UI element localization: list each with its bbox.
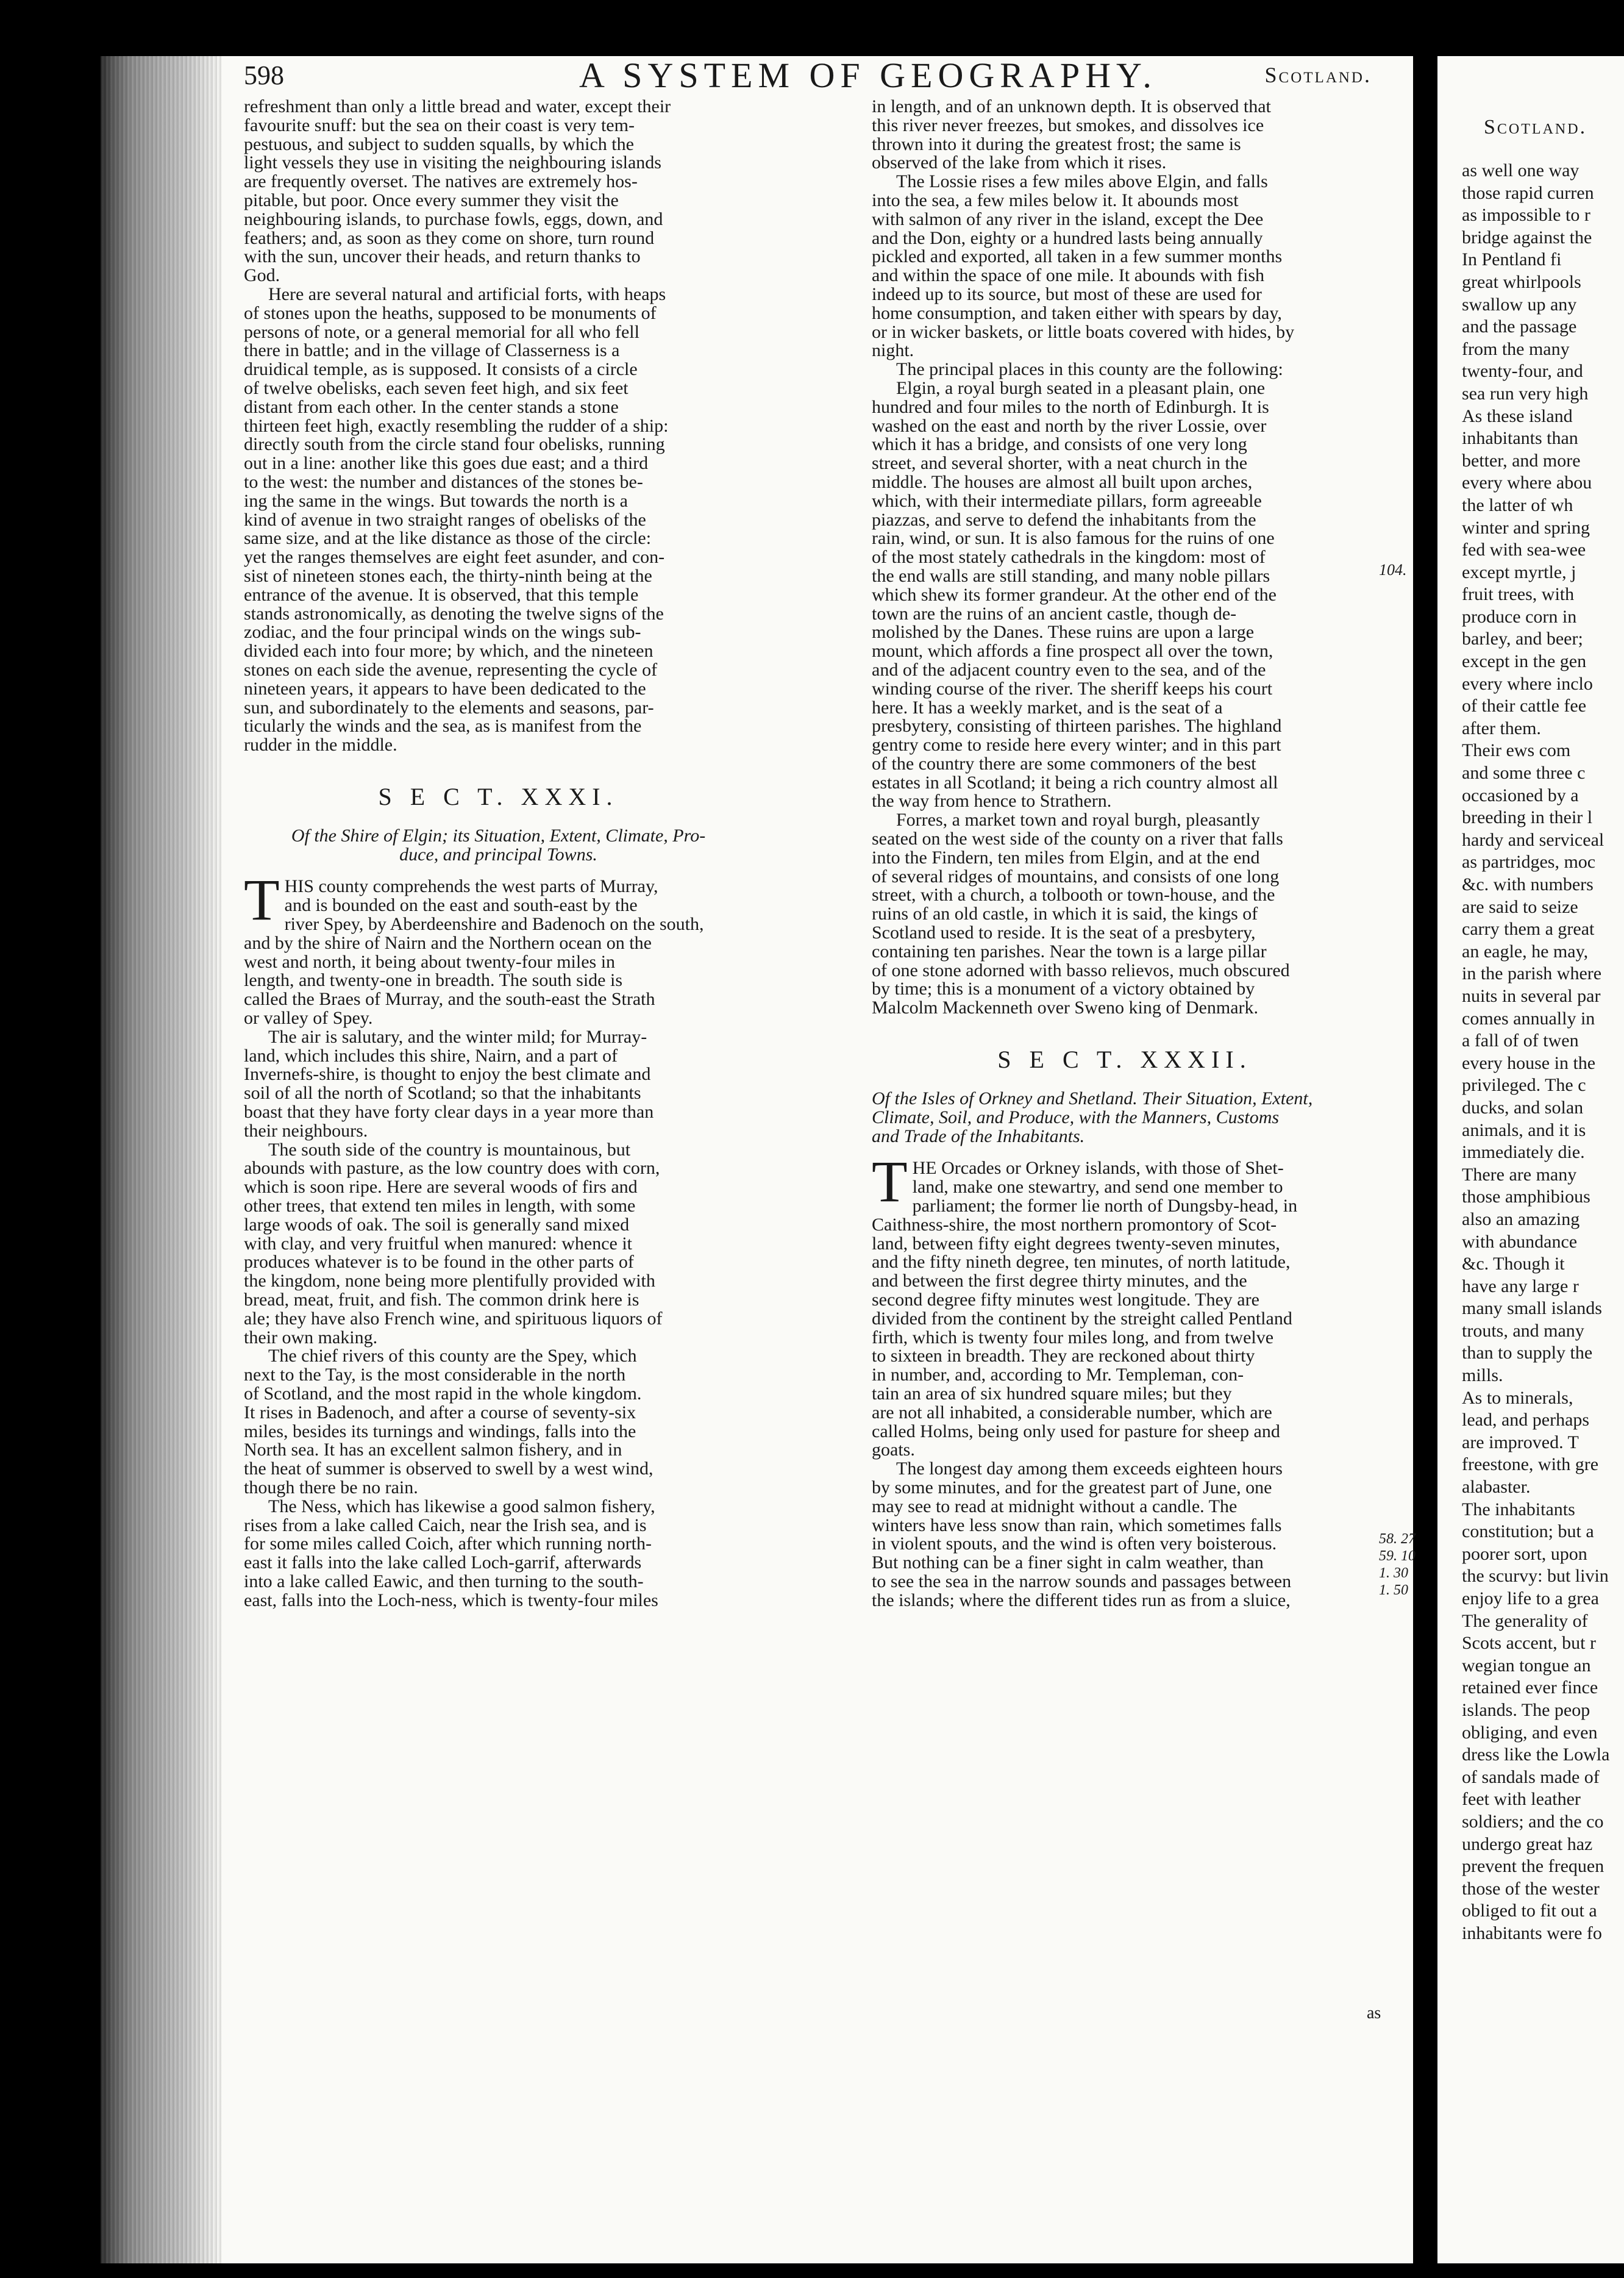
text-line: may see to read at midnight without a candle. The [872, 1496, 1238, 1516]
facing-text-line: every house in the [1462, 1052, 1596, 1073]
facing-text-line: except in the gen [1462, 651, 1587, 672]
facing-text-line: &c. Though it [1462, 1254, 1565, 1274]
facing-text-line: those amphibious [1462, 1187, 1590, 1207]
text-line: the kingdom, none being more plentifully provided with [244, 1271, 655, 1291]
facing-text-line: as well one way [1462, 160, 1579, 180]
facing-text-line: carry them a great [1462, 919, 1595, 940]
facing-text-line: breeding in their l [1462, 807, 1593, 828]
facing-text-line: of sandals made of [1462, 1766, 1600, 1787]
text-line: indeed up to its source, but most of these are used for [872, 284, 1262, 304]
facing-text-line: occasioned by a [1462, 785, 1579, 805]
margin-coordinate: 58. 27 [1379, 1531, 1416, 1547]
facing-text-line: great whirlpools [1462, 271, 1581, 292]
facing-text-line: As to minerals, [1462, 1387, 1573, 1408]
text-line: yet the ranges themselves are eight feet asunder, and con- [244, 547, 665, 568]
facing-text-line: fruit trees, with [1462, 584, 1575, 605]
text-line: and is bounded on the east and south-east by the [284, 895, 638, 916]
text-line: out in a line: another like this goes due east; and a third [244, 453, 649, 474]
text-line: which it has a bridge, and consists of one very long [872, 434, 1247, 455]
facing-text-line: undergo great haz [1462, 1833, 1593, 1854]
text-line: molished by the Danes. These ruins are upon a large [872, 622, 1255, 643]
facing-text-line: dress like the Lowla [1462, 1744, 1610, 1765]
text-line: bread, meat, fruit, and fish. The common drink here is [244, 1290, 639, 1310]
text-line: in number, and, according to Mr. Templeman, con- [872, 1365, 1244, 1385]
facing-text-line: obliged to fit out a [1462, 1901, 1597, 1921]
text-line: divided each into four more; by which, and the nineteen [244, 641, 654, 662]
text-line: with clay, and very fruitful when manured: whence it [244, 1233, 633, 1254]
text-line: of stones upon the heaths, supposed to be monuments of [244, 302, 657, 323]
left-paragraphs-b [244, 867, 753, 1610]
subtitle-line: duce, and principal Towns. [399, 844, 597, 865]
facing-text-line: alabaster. [1462, 1477, 1531, 1498]
text-line: next to the Tay, is the most considerable in the north [244, 1365, 626, 1385]
text-line: estates in all Scotland; it being a rich country almost all [872, 772, 1278, 793]
text-line: The Lossie rises a few miles above Elgin, and falls [896, 171, 1268, 192]
text-line: west and north, it being about twenty-four miles in [244, 951, 616, 972]
text-line: and by the shire of Nairn and the Northern ocean on the [244, 932, 652, 953]
text-line: into a lake called Eawic, and then turning to the south- [244, 1571, 644, 1591]
facing-text-line: and the passage [1462, 316, 1577, 337]
text-line: here. It has a weekly market, and is the seat of a [872, 697, 1223, 718]
text-line: and within the space of one mile. It abounds with fish [872, 265, 1265, 286]
facing-text-line: winter and spring [1462, 517, 1590, 538]
text-line: called Holms, being only used for pasture for sheep and [872, 1421, 1280, 1441]
text-line: produces whatever is to be found in the other parts of [244, 1252, 634, 1273]
text-line: the end walls are still standing, and many noble pillars [872, 565, 1270, 586]
facing-text-line: mills. [1462, 1365, 1503, 1386]
text-line: pickled and exported, all taken in a few summer months [872, 246, 1283, 267]
facing-text-line: many small islands [1462, 1298, 1602, 1319]
book-binding [1413, 0, 1437, 2278]
page-gutter-shading [101, 56, 223, 2263]
left-text-column [244, 98, 753, 1610]
text-line: It rises in Badenoch, and after a course of seventy-six [244, 1402, 636, 1423]
facing-text-line: inhabitants were fo [1462, 1923, 1602, 1943]
facing-text-line: with abundance [1462, 1231, 1578, 1252]
text-line: boast that they have forty clear days in a year more than [244, 1102, 654, 1123]
text-line: goats. [872, 1440, 915, 1460]
text-line: ing the same in the wings. But towards the north is a [244, 490, 628, 511]
text-line: there in battle; and in the village of Classerness is a [244, 340, 620, 361]
text-line: which, with their intermediate pillars, form agreeable [872, 490, 1262, 511]
text-line: by some minutes, and for the greatest part of June, one [872, 1477, 1272, 1498]
right-text-column [872, 98, 1378, 1610]
text-line: same size, and at the like distance as those of the circle: [244, 528, 652, 549]
facing-text-line: inhabitants than [1462, 428, 1578, 449]
facing-text-line: every where abou [1462, 473, 1592, 493]
text-line: to the west: the number and distances of the stones be- [244, 471, 643, 492]
text-line: feathers; and, as soon as they come on shore, turn round [244, 227, 655, 248]
text-line: God. [244, 265, 280, 286]
facing-text-line: the latter of wh [1462, 495, 1573, 515]
facing-text-line: every where inclo [1462, 673, 1593, 694]
facing-text-line: lead, and perhaps [1462, 1410, 1590, 1430]
text-line: though there be no rain. [244, 1477, 418, 1498]
facing-text-line: enjoy life to a grea [1462, 1588, 1599, 1609]
margin-note: 104. [1379, 561, 1407, 579]
facing-text-line: comes annually in [1462, 1008, 1595, 1029]
text-line: directly south from the circle stand four obelisks, running [244, 434, 665, 455]
section-title-xxxii: S E C T. XXXII. [997, 1046, 1252, 1074]
facing-text-line: There are many [1462, 1164, 1577, 1185]
text-line: Malcolm Mackenneth over Sweno king of Denmark. [872, 998, 1258, 1018]
text-line: this river never freezes, but smokes, and dissolves ice [872, 115, 1264, 135]
text-line: favourite snuff: but the sea on their coast is very tem- [244, 115, 635, 135]
text-line: into the Findern, ten miles from Elgin, and at the end [872, 847, 1260, 868]
facing-text-line: and some three c [1462, 763, 1586, 784]
facing-text-line: those of the wester [1462, 1878, 1600, 1899]
text-line: divided from the continent by the streight called Pentland [872, 1308, 1292, 1329]
facing-text-line: after them. [1462, 718, 1541, 738]
text-line: mount, which affords a fine prospect all over the town, [872, 641, 1273, 662]
facing-text-line: obliging, and even [1462, 1722, 1598, 1743]
facing-text-line: retained ever fince [1462, 1677, 1598, 1698]
text-line: the way from hence to Strathern. [872, 791, 1112, 812]
text-line: The air is salutary, and the winter mild; for Murray- [268, 1026, 647, 1047]
subtitle-line: and Trade of the Inhabitants. [872, 1126, 1085, 1146]
text-line: the heat of summer is observed to swell by a west wind, [244, 1459, 654, 1479]
text-line: Invernefs-shire, is thought to enjoy the best climate and [244, 1064, 651, 1085]
facing-text-line: bridge against the [1462, 227, 1592, 248]
text-line: land, make one stewartry, and send one member to [912, 1177, 1283, 1198]
right-paragraphs-a [872, 98, 1378, 1018]
text-line: persons of note, or a general memorial for all who fell [244, 321, 639, 342]
text-line: ruins of an old castle, in which it is said, the kings of [872, 904, 1258, 924]
facing-text-line: prevent the frequen [1462, 1856, 1604, 1877]
text-line: rises from a lake called Caich, near the Irish sea, and is [244, 1515, 647, 1535]
text-line: entrance of the avenue. It is observed, that this temple [244, 584, 639, 605]
text-line: to sixteen in breadth. They are reckoned about thirty [872, 1346, 1255, 1366]
text-line: The Ness, which has likewise a good salmon fishery, [268, 1496, 655, 1516]
text-line: large woods of oak. The soil is generally sand mixed [244, 1214, 630, 1235]
text-line: length, and twenty-one in breadth. The south side is [244, 970, 622, 991]
section-title-xxxi: S E C T. XXXI. [378, 782, 619, 810]
text-line: seated on the west side of the county on a river that falls [872, 829, 1283, 849]
facing-text-line: privileged. The c [1462, 1075, 1586, 1096]
facing-text-line: swallow up any [1462, 294, 1577, 315]
text-line: of the country there are some commoners of the best [872, 753, 1256, 774]
section-tag: Scotland. [1264, 63, 1372, 87]
facing-text-line: from the many [1462, 338, 1570, 359]
text-line: Caithness-shire, the most northern promontory of Scot- [872, 1214, 1277, 1235]
text-line: HIS county comprehends the west parts of Murray, [284, 876, 658, 897]
facing-text-line: the scurvy: but livin [1462, 1566, 1609, 1587]
facing-text-line: better, and more [1462, 450, 1581, 471]
text-line: light vessels they use in visiting the neighbouring islands [244, 152, 661, 173]
facing-text-line: are improved. T [1462, 1432, 1579, 1452]
facing-text-line: in the parish where [1462, 963, 1602, 984]
text-line: zodiac, and the four principal winds on the wings sub- [244, 622, 641, 643]
margin-note-coordinates [1379, 1530, 1416, 1599]
facing-text-line: hardy and serviceal [1462, 829, 1604, 850]
text-line: in length, and of an unknown depth. It is observed that [872, 96, 1271, 116]
text-line: The chief rivers of this county are the Spey, which [268, 1346, 637, 1366]
text-line: abounds with pasture, as the low country does with corn, [244, 1158, 660, 1179]
section-subtitle-xxxii [872, 1090, 1378, 1146]
text-line: second degree fifty minutes west longitude. They are [872, 1290, 1259, 1310]
text-line: stones on each side the avenue, representing the cycle of [244, 659, 658, 680]
text-line: tain an area of six hundred square miles; but they [872, 1384, 1232, 1404]
text-line: of Scotland, and the most rapid in the whole kingdom. [244, 1384, 642, 1404]
facing-text-line: of their cattle fee [1462, 696, 1587, 716]
subtitle-line: Of the Isles of Orkney and Shetland. Their Situation, Extent, [872, 1088, 1313, 1109]
text-line: ale; they have also French wine, and spirituous liquors of [244, 1308, 663, 1329]
text-line: But nothing can be a finer sight in calm weather, than [872, 1552, 1264, 1573]
page-number: 598 [244, 60, 284, 90]
facing-text-line: immediately die. [1462, 1142, 1585, 1163]
text-line: parliament; the former lie north of Dungsby-head, in [912, 1196, 1298, 1216]
text-line: observed of the lake from which it rises. [872, 152, 1167, 173]
text-line: of the most stately cathedrals in the kingdom: most of [872, 547, 1266, 568]
text-line: called the Braes of Murray, and the south-east the Strath [244, 989, 655, 1010]
text-line: sist of nineteen stones each, the thirty-ninth being at the [244, 565, 652, 586]
text-line: Elgin, a royal burgh seated in a pleasant plain, one [896, 377, 1266, 398]
facing-text-line: Their ews com [1462, 740, 1571, 761]
facing-text-line: Scots accent, but r [1462, 1633, 1596, 1654]
text-line: of several ridges of mountains, and consists of one long [872, 866, 1280, 887]
text-line: middle. The houses are almost all built upon arches, [872, 471, 1253, 492]
text-line: Scotland used to reside. It is the seat of a presbytery, [872, 923, 1256, 943]
text-line: to see the sea in the narrow sounds and passages between [872, 1571, 1292, 1591]
text-line: which shew its former grandeur. At the other end of the [872, 584, 1277, 605]
text-line: street, with a church, a tolbooth or town-house, and the [872, 885, 1275, 905]
facing-text-line: those rapid curren [1462, 182, 1594, 203]
text-line: home consumption, and taken either with spears by day, [872, 302, 1282, 323]
text-line: pitable, but poor. Once every summer they visit the [244, 190, 619, 210]
text-line: HE Orcades or Orkney islands, with those of Shet- [912, 1158, 1284, 1179]
text-line: soil of all the north of Scotland; so that the inhabitants [244, 1083, 641, 1104]
text-line: land, which includes this shire, Nairn, and a part of [244, 1045, 618, 1066]
text-line: and the Don, eighty or a hundred lasts being annually [872, 227, 1263, 248]
facing-text-line: than to supply the [1462, 1343, 1593, 1363]
text-line: distant from each other. In the center stands a stone [244, 396, 619, 417]
text-line: into the sea, a few miles below it. It abounds most [872, 190, 1239, 210]
text-line: for some miles called Coich, after which running north- [244, 1534, 652, 1554]
text-line: of twelve obelisks, each seven feet high, and six feet [244, 377, 629, 398]
text-line: rudder in the middle. [244, 735, 397, 755]
catchword: as [1367, 2004, 1381, 2023]
running-title: A SYSTEM OF GEOGRAPHY. [579, 55, 1157, 95]
facing-text-line: also an amazing [1462, 1209, 1580, 1229]
text-line: presbytery, consisting of thirteen parishes. The highland [872, 716, 1282, 737]
text-line: and the fifty nineth degree, ten minutes, of north latitude, [872, 1252, 1291, 1273]
facing-text-line: &c. with numbers [1462, 874, 1594, 894]
text-line: washed on the east and north by the river Lossie, over [872, 415, 1267, 436]
facing-text-line: an eagle, he may, [1462, 941, 1589, 962]
facing-text-line: soldiers; and the co [1462, 1811, 1604, 1832]
text-line: their neighbours. [244, 1120, 368, 1141]
text-line: kind of avenue in two straight ranges of obelisks of the [244, 509, 646, 530]
margin-coordinate: 1. 30 [1379, 1565, 1408, 1581]
text-line: nineteen years, it appears to have been dedicated to the [244, 678, 646, 699]
text-line: which is soon ripe. Here are several woods of firs and [244, 1177, 638, 1198]
text-line: miles, besides its turnings and windings, falls into the [244, 1421, 636, 1441]
text-line: rain, wind, or sun. It is also famous for the ruins of one [872, 528, 1275, 549]
text-line: neighbouring islands, to purchase fowls, eggs, down, and [244, 209, 663, 229]
subtitle-line: Climate, Soil, and Produce, with the Manners, Customs [872, 1107, 1280, 1127]
facing-text-line: twenty-four, and [1462, 361, 1583, 382]
text-line: winters have less snow than rain, which sometimes falls [872, 1515, 1282, 1535]
subtitle-line: Of the Shire of Elgin; its Situation, Extent, Climate, Pro- [291, 825, 706, 846]
text-line: The principal places in this county are the following: [896, 359, 1283, 380]
dropcap-t: T [244, 867, 280, 933]
text-line: Here are several natural and artificial forts, with heaps [268, 284, 666, 304]
text-line: sun, and subordinately to the elements and seasons, par- [244, 697, 654, 718]
facing-text-line: sea run very high [1462, 383, 1589, 404]
facing-text-line: as partridges, moc [1462, 852, 1596, 873]
text-line: thrown into it during the greatest frost; the same is [872, 134, 1241, 154]
facing-text-line: wegian tongue an [1462, 1655, 1591, 1676]
text-line: stands astronomically, as denoting the twelve signs of the [244, 603, 664, 624]
text-line: thirteen feet high, exactly resembling the rudder of a ship: [244, 415, 669, 436]
text-line: east it falls into the lake called Loch-garrif, afterwards [244, 1552, 642, 1573]
text-line: with the sun, uncover their heads, and return thanks to [244, 246, 641, 267]
facing-text-line: animals, and it is [1462, 1119, 1586, 1140]
text-line: North sea. It has an excellent salmon fishery, and in [244, 1440, 622, 1460]
facing-text-line: as impossible to r [1462, 205, 1590, 226]
page-header [244, 55, 1378, 98]
text-line: their own making. [244, 1327, 378, 1348]
text-line: by time; this is a monument of a victory obtained by [872, 979, 1255, 999]
text-line: winding course of the river. The sheriff keeps his court [872, 678, 1273, 699]
text-line: The longest day among them exceeds eighteen hours [896, 1459, 1283, 1479]
text-line: other trees, that extend ten miles in length, with some [244, 1196, 636, 1216]
text-line: druidical temple, as is supposed. It consists of a circle [244, 359, 638, 380]
facing-text-line: islands. The peop [1462, 1699, 1590, 1720]
facing-text-line: are said to seize [1462, 896, 1578, 917]
text-line: the islands; where the different tides run as from a sluice, [872, 1590, 1291, 1610]
margin-coordinate: 1. 50 [1379, 1582, 1408, 1598]
facing-text-line: nuits in several par [1462, 985, 1601, 1006]
section-subtitle-xxxi [244, 827, 753, 865]
facing-text-line: fed with sea-wee [1462, 540, 1586, 560]
facing-text-line: a fall of of twen [1462, 1030, 1579, 1051]
dropcap-t-2: T [872, 1149, 908, 1215]
text-line: ticularly the winds and the sea, as is manifest from the [244, 716, 642, 737]
text-line: east, falls into the Loch-ness, which is twenty-four miles [244, 1590, 658, 1610]
facing-text-line: The inhabitants [1462, 1499, 1575, 1519]
text-line: with salmon of any river in the island, except the Dee [872, 209, 1264, 229]
text-line: night. [872, 340, 914, 361]
text-line: refreshment than only a little bread and water, except their [244, 96, 671, 116]
text-line: The south side of the country is mountainous, but [268, 1139, 631, 1160]
margin-coordinate: 59. 10 [1379, 1548, 1416, 1564]
facing-text-line: produce corn in [1462, 606, 1577, 627]
text-line: are not all inhabited, a considerable number, which are [872, 1402, 1272, 1423]
text-line: land, between fifty eight degrees twenty-seven minutes, [872, 1233, 1280, 1254]
facing-text-line: As these island [1462, 405, 1573, 426]
text-line: street, and several shorter, with a neat church in the [872, 453, 1248, 474]
text-line: and between the first degree thirty minutes, and the [872, 1271, 1247, 1291]
facing-text-line: The generality of [1462, 1610, 1588, 1631]
right-paragraphs-b [872, 1149, 1378, 1610]
text-line: of one stone adorned with basso relievos, much obscured [872, 960, 1290, 980]
facing-page [1437, 56, 1624, 2263]
text-line: and of the adjacent country even to the sea, and of the [872, 659, 1266, 680]
text-line: hundred and four miles to the north of Edinburgh. It is [872, 396, 1269, 417]
text-line: or valley of Spey. [244, 1008, 373, 1029]
facing-page-text [1462, 160, 1624, 1945]
facing-text-line: have any large r [1462, 1276, 1579, 1296]
facing-text-line: feet with leather [1462, 1789, 1581, 1810]
facing-text-line: poorer sort, upon [1462, 1543, 1587, 1564]
left-paragraphs-a [244, 98, 753, 755]
text-line: gentry come to reside here every winter; and in this part [872, 735, 1281, 755]
text-line: in violent spouts, and the wind is often very boisterous. [872, 1534, 1277, 1554]
text-line: firth, which is twenty four miles long, and from twelve [872, 1327, 1274, 1348]
facing-text-line: barley, and beer; [1462, 629, 1583, 649]
text-line: piazzas, and serve to defend the inhabitants from the [872, 509, 1256, 530]
text-line: river Spey, by Aberdeenshire and Badenoch on the south, [284, 914, 704, 935]
text-line: are frequently overset. The natives are extremely hos- [244, 171, 638, 192]
text-line: Forres, a market town and royal burgh, pleasantly [896, 810, 1260, 830]
facing-text-line: except myrtle, j [1462, 562, 1576, 582]
facing-text-line: trouts, and many [1462, 1320, 1584, 1341]
text-line: or in wicker baskets, or little boats covered with hides, by [872, 321, 1295, 342]
text-line: pestuous, and subject to sudden squalls, by which the [244, 134, 634, 154]
facing-text-line: freestone, with gre [1462, 1454, 1599, 1475]
facing-text-line: constitution; but a [1462, 1521, 1594, 1542]
facing-text-line: In Pentland fi [1462, 249, 1562, 270]
text-line: containing ten parishes. Near the town is a large pillar [872, 941, 1267, 962]
facing-text-line: ducks, and solan [1462, 1097, 1584, 1118]
text-line: town are the ruins of an ancient castle, though de- [872, 603, 1237, 624]
facing-page-header: Scotland. [1484, 116, 1587, 138]
